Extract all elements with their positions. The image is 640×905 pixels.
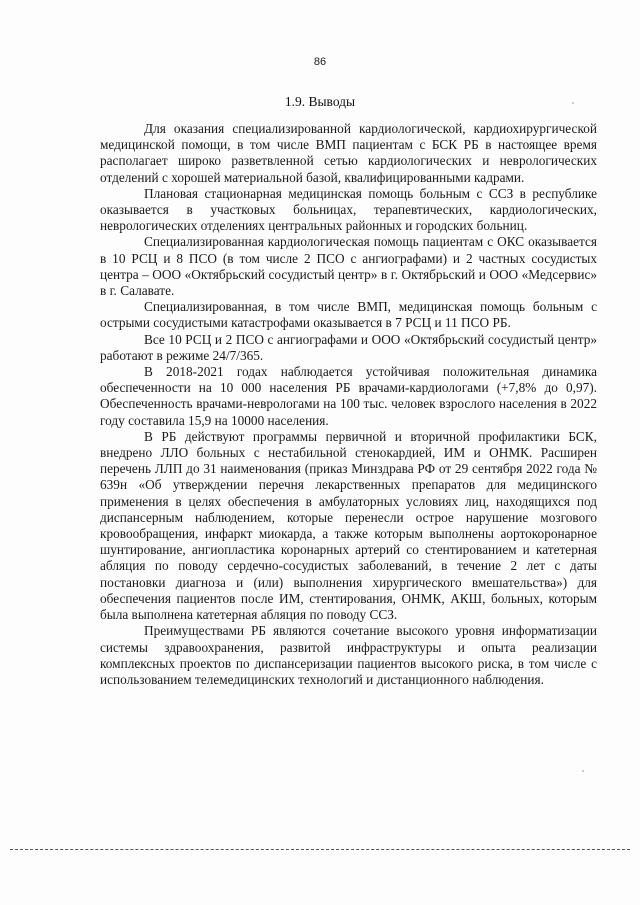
scan-speck xyxy=(572,102,574,104)
section-heading: 1.9. Выводы xyxy=(284,94,356,109)
scan-speck xyxy=(582,770,584,772)
paragraph: Плановая стационарная медицинская помощь больным с ССЗ в республике оказывается в участковых больницах, терапевтических, кардиологических, неврологических отделениях центральных районных и городских больниц. xyxy=(100,185,597,234)
paragraph: Преимуществами РБ являются сочетание высокого уровня информатизации системы здравоохранения, развитой инфраструктуры и опыта реализации комплексных проектов по диспансеризации пациентов высокого риска, в том числе с использованием телемедицинских технологий и дистанционного наблюдения. xyxy=(100,623,597,687)
paragraph: Специализированная кардиологическая помощь пациентам с ОКС оказывается в 10 РСЦ и 8 ПСО (в том числе 2 ПСО с ангиографами) и 2 частных сосудистых центра – ООО «Октябрьский сосудистый центр» в г. Октябрьский и ООО «Медсервис» в г. Салавате. xyxy=(100,234,597,299)
page-number: 86 xyxy=(313,56,327,68)
page-bottom-rule xyxy=(10,849,630,850)
paragraph: Все 10 РСЦ и 2 ПСО с ангиографами и ООО «Октябрьский сосудистый центр» работают в режиме 24/7/365. xyxy=(100,331,597,363)
paragraph: В 2018-2021 годах наблюдается устойчивая положительная динамика обеспеченности на 10 000 населения РБ врачами-кардиологами (+7,8% до 0,97). Обеспеченность врачами-неврологами на 100 тыс. человек взрослого населения в 2022 году составила 15,9 на 10000 населения. xyxy=(100,364,597,428)
body-text xyxy=(100,121,597,688)
paragraph: Для оказания специализированной кардиологической, кардиохирургической медицинской помощи, в том числе ВМП пациентам с БСК РБ в настоящее время располагает широко разветвленной сетью кардиологических и неврологических отделений с хорошей материальной базой, квалифицированными кадрами. xyxy=(100,121,597,185)
paragraph: Специализированная, в том числе ВМП, медицинская помощь больным с острыми сосудистыми катастрофами оказывается в 7 РСЦ и 11 ПСО РБ. xyxy=(100,299,597,331)
paragraph: В РБ действуют программы первичной и вторичной профилактики БСК, внедрено ЛЛО больных с нестабильной стенокардией, ИМ и ОНМК. Расширен перечень ЛЛП до 31 наименования (приказ Минздрава РФ от 29 сентября 2022 года № 639н «Об утверждении перечня лекарственных препаратов для медицинского применения в целях обеспечения в амбулаторных условиях лиц, находящихся под диспансерным наблюдением, которые перенесли острое нарушение мозгового кровообращения, инфаркт миокарда, а также которым выполнены аортокоронарное шунтирование, ангиопластика коронарных артерий со стентированием и катетерная абляция по поводу сердечно-сосудистых заболеваний, в течение 2 лет с даты постановки диагноза и (или) выполнения хирургического вмешательства») для обеспечения пациентов после ИМ, стентирования, ОНМК, АКШ, больных, которым была выполнена катетерная абляция по поводу ССЗ. xyxy=(100,428,597,623)
